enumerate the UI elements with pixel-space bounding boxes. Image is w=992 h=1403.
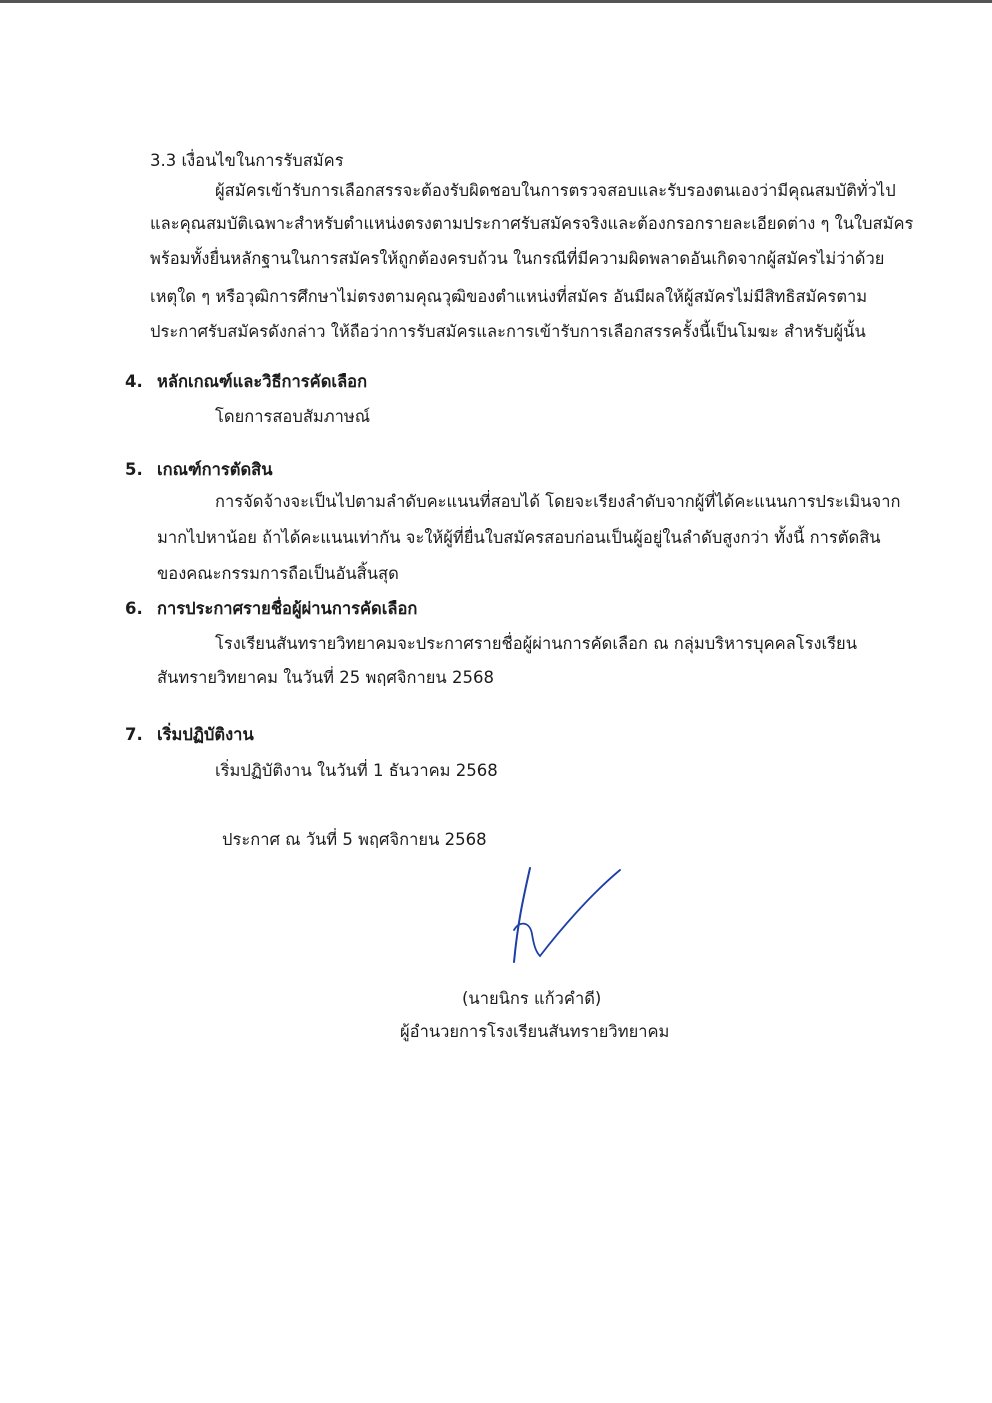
section-6-number: 6.: [125, 599, 143, 618]
signatory-position: ผู้อำนวยการโรงเรียนสันทรายวิทยาคม: [400, 1022, 670, 1041]
section-7-heading: [125, 724, 254, 746]
section-5-heading: [125, 459, 273, 481]
section-3-3-line-5: ประกาศรับสมัครดังกล่าว ให้ถือว่าการรับสมัครและการเข้ารับการเลือกสรรครั้งนี้เป็นโมฆะ สำหรับผู้นั้น: [150, 322, 866, 341]
section-4-heading: [125, 371, 367, 393]
section-7-title: เริ่มปฏิบัติงาน: [157, 725, 254, 744]
section-3-3-line-4: เหตุใด ๆ หรือวุฒิการศึกษาไม่ตรงตามคุณวุฒิของตำแหน่งที่สมัคร อันมีผลให้ผู้สมัครไม่มีสิทธิสมัครตาม: [150, 287, 868, 306]
section-4-line-1: โดยการสอบสัมภาษณ์: [215, 407, 371, 426]
section-6-line-2: สันทรายวิทยาคม ในวันที่ 25 พฤศจิกายน 2568: [157, 668, 494, 687]
section-6-title: การประกาศรายชื่อผู้ผ่านการคัดเลือก: [157, 599, 418, 618]
section-3-3-line-2: และคุณสมบัติเฉพาะสำหรับตำแหน่งตรงตามประกาศรับสมัครจริงและต้องกรอกรายละเอียดต่าง ๆ ในใบสมัคร: [150, 214, 914, 233]
section-3-3-line-1: ผู้สมัครเข้ารับการเลือกสรรจะต้องรับผิดชอบในการตรวจสอบและรับรองตนเองว่ามีคุณสมบัติทั่วไป: [215, 181, 896, 200]
handwritten-signature: [500, 860, 630, 975]
section-5-line-1: การจัดจ้างจะเป็นไปตามลำดับคะแนนที่สอบได้ โดยจะเรียงลำดับจากผู้ที่ได้คะแนนการประเมินจาก: [215, 492, 901, 511]
section-7-line-1: เริ่มปฏิบัติงาน ในวันที่ 1 ธันวาคม 2568: [215, 761, 498, 780]
section-7-number: 7.: [125, 725, 143, 744]
signatory-name: (นายนิกร แก้วคำดี): [462, 989, 602, 1008]
section-3-3-line-3: พร้อมทั้งยื่นหลักฐานในการสมัครให้ถูกต้องครบถ้วน ในกรณีที่มีความผิดพลาดอันเกิดจากผู้สมัครไม่ว่าด้วย: [150, 249, 885, 268]
section-4-title: หลักเกณฑ์และวิธีการคัดเลือก: [157, 372, 368, 391]
section-5-title: เกณฑ์การตัดสิน: [157, 460, 273, 479]
announcement-date: ประกาศ ณ วันที่ 5 พฤศจิกายน 2568: [222, 830, 487, 849]
section-6-heading: [125, 598, 417, 620]
section-6-line-1: โรงเรียนสันทรายวิทยาคมจะประกาศรายชื่อผู้ผ่านการคัดเลือก ณ กลุ่มบริหารบุคคลโรงเรียน: [215, 634, 858, 653]
section-5-line-3: ของคณะกรรมการถือเป็นอันสิ้นสุด: [157, 564, 399, 583]
section-5-line-2: มากไปหาน้อย ถ้าได้คะแนนเท่ากัน จะให้ผู้ที่ยื่นใบสมัครสอบก่อนเป็นผู้อยู่ในลำดับสูงกว่า ทั้งนี้ การตัดสิน: [157, 528, 881, 547]
section-5-number: 5.: [125, 460, 143, 479]
section-3-3-title: 3.3 เงื่อนไขในการรับสมัคร: [150, 151, 344, 170]
section-4-number: 4.: [125, 372, 143, 391]
